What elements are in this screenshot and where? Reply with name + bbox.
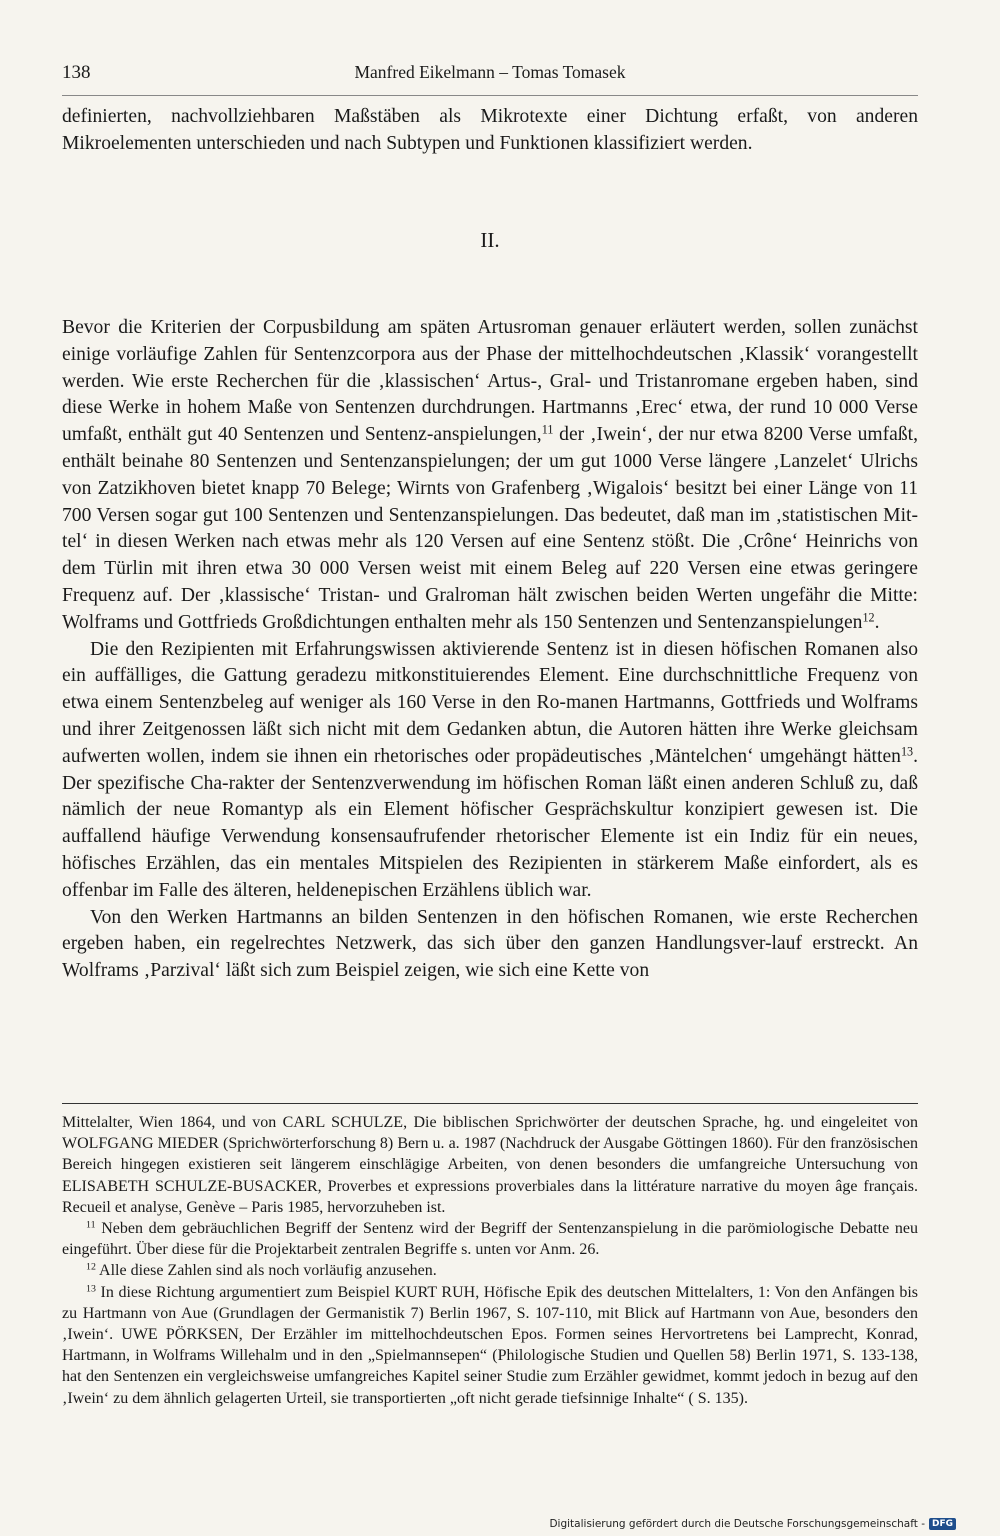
continuation-text (62, 104, 918, 158)
paragraph-3: Von den Werken Hartmanns an bilden Sentenzen in den höfischen Romanen, wie erste Recherchen ergeben haben, ein regelrechtes Netzwerk, das sich über den ganzen Handlungsver-lauf erstreckt. An Wolframs ‚Parzival‘ läßt sich zum Beispiel zeigen, wie sich eine Kette von (62, 906, 918, 982)
paragraph-2: Die den Rezipienten mit Erfahrungswissen aktivierende Sentenz ist in diesen höfischen Romanen also ein auffälliges, die Gattung geradezu mitkonstituierendes Element. Eine durchschnittliche Frequenz von etwa einem Sentenzbeleg auf weniger als 160 Verse in den Ro-manen Hartmanns, Gottfrieds und Wolframs und ihrer Zeitgenossen läßt sich nicht mit dem Gedanken abtun, die Autoren hätten ihre Werke gleichsam aufwerten wollen, indem sie ihnen ein rhetorisches oder propädeutisches ‚Mäntelchen‘ umgehängt hätten$^{13}$. Der spezifische Cha-rakter der Sentenzverwendung im höfischen Roman läßt einen anderen Schluß zu, daß nämlich der neue Romantyp als ein Element höfischer Gesprächskultur konzipiert gewesen ist. Die auffallend häufige Verwendung konsensaufrufender rhetorischer Elemente ist ein Indiz für ein neues, höfisches Erzählen, das ein mentales Mitspielen des Rezipienten in stärkerem Maße einfordert, als es offenbar im Falle des älteren, heldenepischen Erzählens üblich war. (62, 638, 918, 901)
footnote-12: $^{12}$ Alle diese Zahlen sind als noch vorläufig anzusehen. (86, 1261, 437, 1280)
digitization-note (549, 1518, 956, 1530)
footnote-ref-12[interactable]: 12 (862, 610, 875, 625)
footnote-continuation: Mittelalter, Wien 1864, und von CARL SCHULZE, Die biblischen Sprichwörter der deutschen Sprache, hg. und eingeleitet von WOLFGANG MIEDER (Sprichwörterforschung 8) Bern u. a. 1987 (Nachdruck der Ausgabe Göttingen 1860). Für den französischen Bereich hingegen existieren seit längerem einschlägige Arbeiten, von denen besonders die umfangreiche Untersuchung von ELISABETH SCHULZE-BUSACKER, Proverbes et expressions proverbiales dans la littérature narrative du moyen âge français. Recueil et analyse, Genève – Paris 1985, hervorzuheben ist. (62, 1114, 918, 1216)
running-head: Manfred Eikelmann – Tomas Tomasek (354, 62, 626, 82)
footnotes (62, 1112, 918, 1409)
header-divider (62, 95, 918, 96)
footnote-13: $^{13}$ In diese Richtung argumentiert zum Beispiel KURT RUH, Höfische Epik des deutschen Mittelalters, 1: Von den Anfängen bis zu Hartmann von Aue (Grundlagen der Germanistik 7) Berlin 1967, S. 107-110, mit Blick auf Hartmann von Aue, besonders den ‚Iwein‘. UWE PÖRKSEN, Der Erzähler im mittelhochdeutschen Epos. Formen seines Hervortretens bei Lamprecht, Konrad, Hartmann, in Wolframs Willehalm und in den „Spielmannsepen“ (Philologische Studien und Quellen 58) Berlin 1971, S. 133-138, hat den Sentenzen ein vergleichsweise umfangreiches Kapitel seiner Studie zum Erzähler gewidmet, kommt jedoch in bezug auf den ‚Iwein‘ zu dem ähnlich gelagerten Urteil, sie transportierten „oft nicht gerade tiefsinnige Inhalte“ ( S. 135). (62, 1283, 918, 1407)
footnote-ref-13[interactable]: 13 (900, 744, 914, 759)
section-heading: II. (480, 228, 500, 252)
main-text (62, 315, 918, 985)
footnote-11: $^{11}$ Neben dem gebräuchlichen Begriff der Sentenz wird der Begriff der Sentenzanspielung in die parömiologische Debatte neu eingeführt. Über diese für die Projektarbeit zentralen Begriffe s. unten vor Anm. 26. (62, 1219, 918, 1259)
digitization-text: Digitalisierung gefördert durch die Deutsche Forschungsgemeinschaft - (549, 1518, 925, 1530)
continuation-paragraph: definierten, nachvollziehbaren Maßstäben als Mikrotexte einer Dichtung erfaßt, von anderen Mikroelementen unterschieden und nach Subtypen und Funktionen klassifiziert werden. (62, 106, 918, 154)
paragraph-1: Bevor die Kriterien der Corpusbildung am späten Artusroman genauer erläutert werden, sollen zunächst einige vorläufige Zahlen für Sentenzcorpora aus der Phase der mittelhochdeutschen ‚Klassik‘ vorangestellt werden. Wie erste Recherchen für die ‚klassischen‘ Artus-, Gral- und Tristanromane ergeben haben, sind diese Werke in hohem Maße von Sentenzen durchdrungen. Hartmanns ‚Erec‘ etwa, der rund 10 000 Verse umfaßt, enthält gut 40 Sentenzen und Sentenz-anspielungen,$^{11}$ der ‚Iwein‘, der nur etwa 8200 Verse umfaßt, enthält beinahe 80 Sentenzen und Sentenzanspielungen; der um gut 1000 Verse längere ‚Lanzelet‘ Ulrichs von Zatzikhoven bietet knapp 70 Belege; Wirnts von Grafenberg ‚Wigalois‘ besitzt bei einer Länge von 11 700 Versen sogar gut 100 Sentenzen und Sentenzanspielungen. Das bedeutet, daß man im ‚statistischen Mit-tel‘ in diesen Werken nach etwas mehr als 120 Versen auf eine Sentenz stößt. Die ‚Crône‘ Heinrichs von dem Türlin mit ihren etwa 30 000 Versen weist mit einem Beleg auf 220 Versen eine etwas geringere Frequenz auf. Der ‚klassische‘ Tristan- und Gralroman hält zwischen beiden Werten ungefähr die Mitte: Wolframs und Gottfrieds Großdichtungen enthalten mehr als 150 Sentenzen und Sentenzanspielungen$^{12}$. (62, 317, 918, 633)
footnote-number: 13 (86, 1283, 96, 1295)
footnote-ref-11[interactable]: 11 (541, 422, 554, 437)
footnote-divider (62, 1103, 918, 1104)
page-header (62, 62, 918, 92)
footnote-number: 12 (86, 1261, 96, 1273)
footnote-number: 11 (86, 1219, 96, 1231)
dfg-logo: DFG (929, 1518, 956, 1530)
page-number: 138 (62, 62, 91, 83)
